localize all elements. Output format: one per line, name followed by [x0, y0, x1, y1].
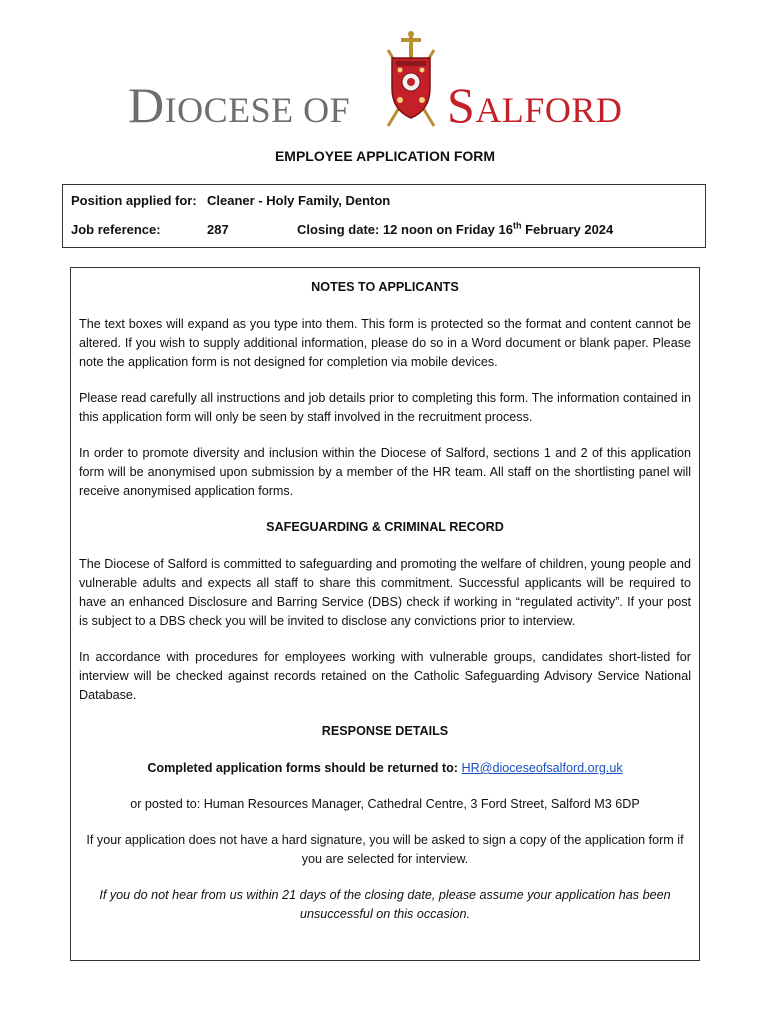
notes-paragraph-1: The text boxes will expand as you type into them. This form is protected so the format and content cannot be altered. If you wish to supply additional information, please do so in a Word document or blank paper. Please note the application form is not designed for completion via mobile devices.	[79, 317, 691, 369]
closing-note: If you do not hear from us within 21 days of the closing date, please assume your application has been unsuccessful on this occasion.	[99, 888, 671, 921]
postal-address: or posted to: Human Resources Manager, Cathedral Centre, 3 Ford Street, Salford M3 6DP	[130, 797, 640, 811]
notes-heading: NOTES TO APPLICANTS	[311, 280, 459, 294]
position-label: Position applied for:	[71, 193, 197, 208]
job-reference-value: 287	[207, 222, 229, 238]
diocese-crest-icon	[380, 30, 442, 130]
brand-diocese-of: DIOCESE OF	[128, 77, 351, 133]
brand-salford: SALFORD	[447, 77, 623, 133]
notes-box	[70, 267, 700, 961]
return-instructions: Completed application forms should be returned to: HR@dioceseofsalford.org.uk	[147, 761, 623, 775]
safeguarding-paragraph-1: The Diocese of Salford is committed to safeguarding and promoting the welfare of children, young people and vulnerable adults and expects all staff to share this commitment. Successful applicants will be required to have an enhanced Disclosure and Barring Service (DBS) check if working in “regulated activity”. If your post is subject to a DBS check you will be invited to disclose any convictions prior to interview.	[79, 557, 691, 628]
form-title: EMPLOYEE APPLICATION FORM	[274, 148, 496, 164]
notes-paragraph-2: Please read carefully all instructions and job details prior to completing this form. The information contained in this application form will only be seen by staff involved in the recruitment process.	[79, 391, 691, 424]
position-details-box	[62, 184, 706, 248]
job-reference-label: Job reference:	[71, 222, 161, 238]
notes-paragraph-3: In order to promote diversity and inclusion within the Diocese of Salford, sections 1 and 2 of this application form will be anonymised upon submission by a member of the HR team. All staff on the shortlisting panel will receive anonymised application forms.	[79, 446, 691, 498]
response-heading: RESPONSE DETAILS	[321, 724, 449, 738]
closing-date: Closing date: 12 noon on Friday 16th February 2024	[297, 221, 614, 238]
header	[0, 30, 770, 133]
hr-email-link[interactable]: HR@dioceseofsalford.org.uk	[461, 761, 623, 775]
position-value: Cleaner - Holy Family, Denton	[207, 193, 391, 208]
safeguarding-heading: SAFEGUARDING & CRIMINAL RECORD	[266, 520, 504, 534]
position-row	[71, 193, 390, 208]
safeguarding-paragraph-2: In accordance with procedures for employees working with vulnerable groups, candidates short-listed for interview will be checked against records retained on the Catholic Safeguarding Advisory Service National Database.	[79, 650, 691, 702]
signature-note: If your application does not have a hard signature, you will be asked to sign a copy of the application form if you are selected for interview.	[86, 833, 684, 866]
job-reference-row	[71, 221, 613, 237]
